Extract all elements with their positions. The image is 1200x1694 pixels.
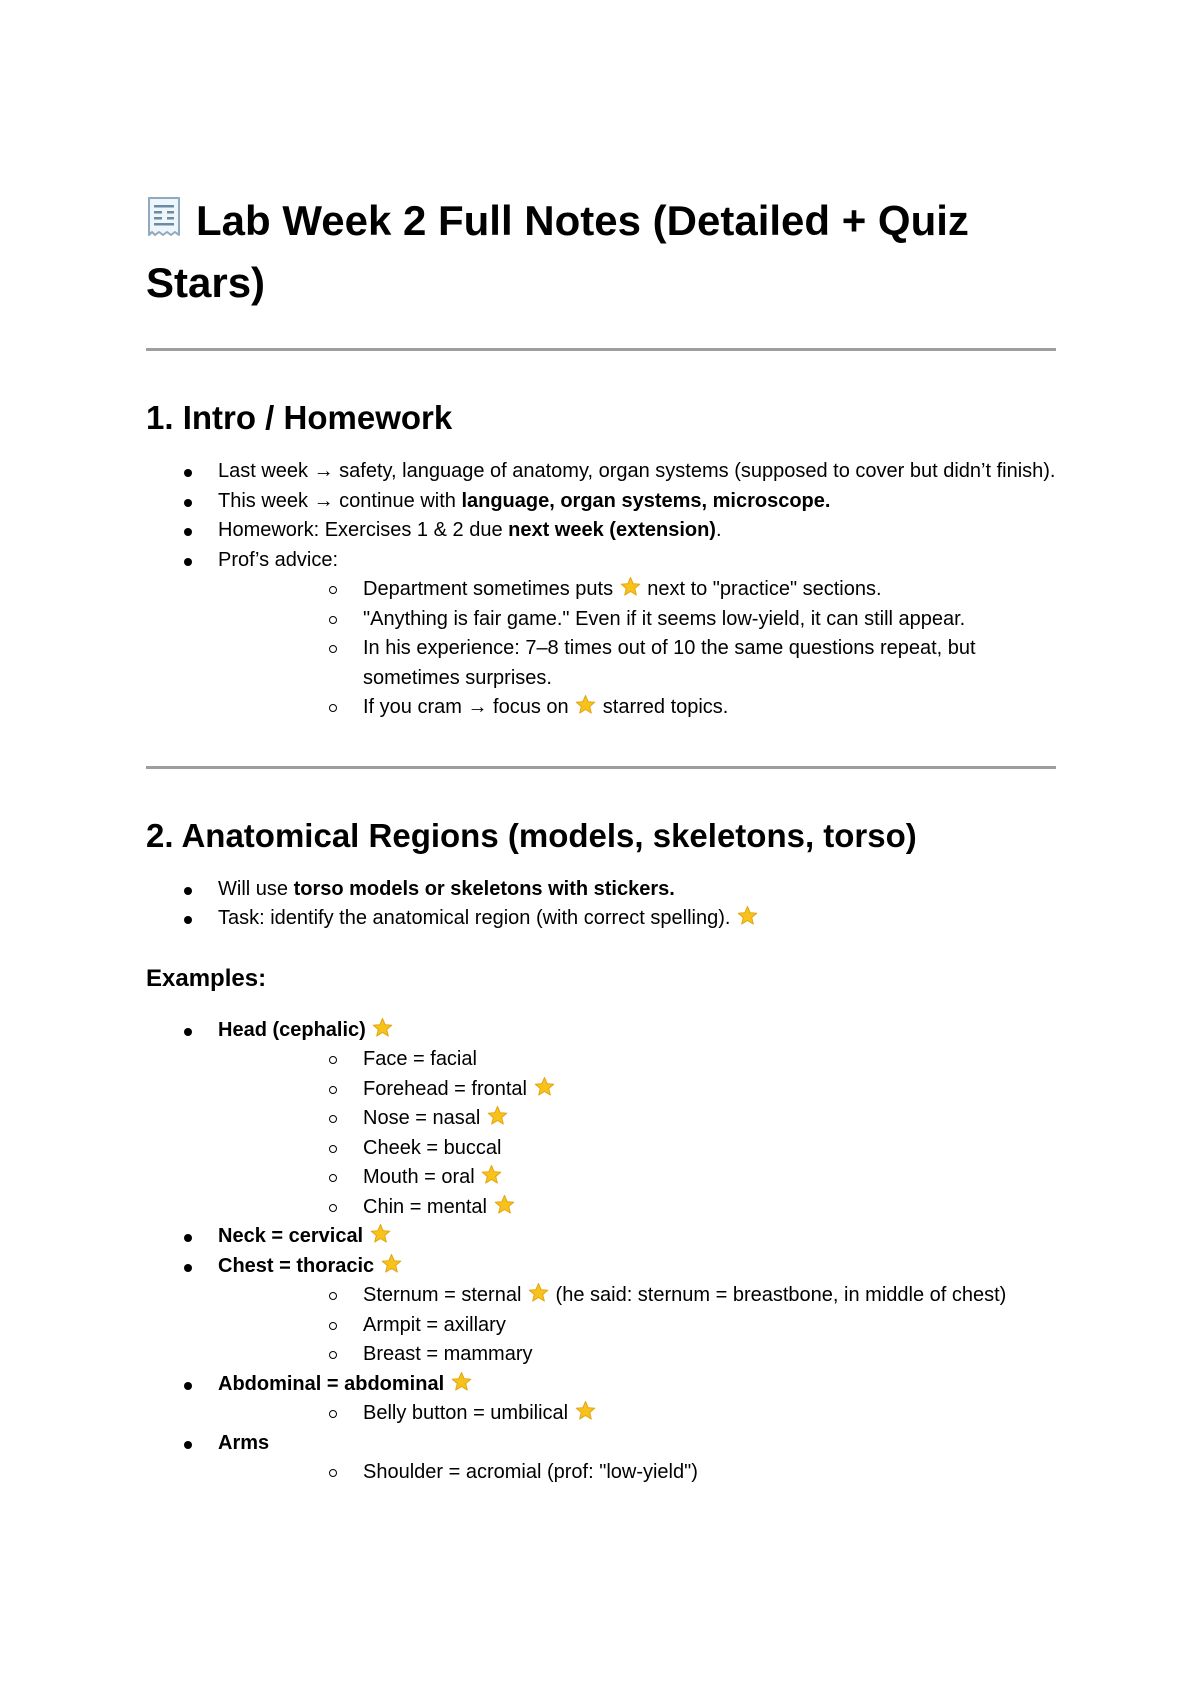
star-icon — [619, 576, 642, 598]
star-icon — [450, 1371, 473, 1393]
list-item: Neck = cervical — [146, 1222, 1061, 1252]
list-item: Task: identify the anatomical region (with correct spelling). — [146, 904, 1061, 934]
list-item: Chin = mental — [218, 1193, 1061, 1223]
list-item: Department sometimes puts next to "practice" sections. — [218, 575, 1061, 605]
examples-heading: Examples: — [146, 964, 267, 992]
divider — [146, 766, 1056, 769]
star-icon — [486, 1105, 509, 1127]
list-item: Will use torso models or skeletons with stickers. — [146, 875, 1061, 905]
abdominal-sublist — [218, 1399, 1061, 1429]
star-icon — [480, 1164, 503, 1186]
star-icon — [380, 1253, 403, 1275]
star-icon — [369, 1223, 392, 1245]
list-item: If you cram → focus on starred topics. — [218, 693, 1061, 723]
arms-sublist — [218, 1458, 1061, 1488]
receipt-icon — [146, 196, 182, 238]
section-heading-intro: 1. Intro / Homework — [146, 399, 453, 436]
list-item: "Anything is fair game." Even if it seems low-yield, it can still appear. — [218, 605, 1061, 635]
list-item: In his experience: 7–8 times out of 10 the same questions repeat, but sometimes surprises. — [218, 634, 1061, 693]
document-page — [146, 190, 1061, 1488]
advice-sublist — [218, 575, 1061, 723]
list-item: Homework: Exercises 1 & 2 due next week (extension). — [146, 516, 1061, 546]
star-icon — [736, 905, 759, 927]
page-title — [146, 190, 1061, 314]
list-item: Chest = thoracic Sternum = sternal (he said: sternum = breastbone, in middle of chest) Armpit = axillary Breast = mammary — [146, 1252, 1061, 1370]
list-item: Forehead = frontal — [218, 1075, 1061, 1105]
star-icon — [574, 694, 597, 716]
list-item: Face = facial — [218, 1045, 1061, 1075]
list-item: Shoulder = acromial (prof: "low-yield") — [218, 1458, 1061, 1488]
examples-list — [146, 1016, 1061, 1488]
chest-sublist — [218, 1281, 1061, 1370]
list-item: Breast = mammary — [218, 1340, 1061, 1370]
list-item: Last week → safety, language of anatomy, organ systems (supposed to cover but didn’t finish). — [146, 457, 1061, 487]
list-item: Nose = nasal — [218, 1104, 1061, 1134]
star-icon — [533, 1076, 556, 1098]
regions-list — [146, 875, 1061, 934]
section-heading-regions: 2. Anatomical Regions (models, skeletons, torso) — [146, 816, 917, 854]
star-icon — [574, 1400, 597, 1422]
star-icon — [527, 1282, 550, 1304]
divider — [146, 348, 1056, 351]
list-item: Sternum = sternal (he said: sternum = breastbone, in middle of chest) — [218, 1281, 1061, 1311]
list-item: Prof’s advice: Department sometimes puts next to "practice" sections. "Anything is fair game." Even if it seems low-yield, it can still appear. In his experience: 7–8 times out of 10 the same questions repeat, but sometimes surprises. If you cram → focus on starred topics. — [146, 546, 1061, 723]
list-item: Head (cephalic) Face = facial Forehead = frontal Nose = nasal Cheek = buccal Mouth = oral Chin = mental — [146, 1016, 1061, 1223]
head-sublist — [218, 1045, 1061, 1222]
list-item: This week → continue with language, organ systems, microscope. — [146, 487, 1061, 517]
star-icon — [493, 1194, 516, 1216]
list-item: Abdominal = abdominal Belly button = umbilical — [146, 1370, 1061, 1429]
star-icon — [371, 1017, 394, 1039]
list-item: Mouth = oral — [218, 1163, 1061, 1193]
list-item: Belly button = umbilical — [218, 1399, 1061, 1429]
title-text: Lab Week 2 Full Notes (Detailed + Quiz Stars) — [146, 197, 969, 306]
intro-list — [146, 457, 1061, 723]
list-item: Arms Shoulder = acromial (prof: "low-yield") — [146, 1429, 1061, 1488]
list-item: Armpit = axillary — [218, 1311, 1061, 1341]
list-item: Cheek = buccal — [218, 1134, 1061, 1164]
